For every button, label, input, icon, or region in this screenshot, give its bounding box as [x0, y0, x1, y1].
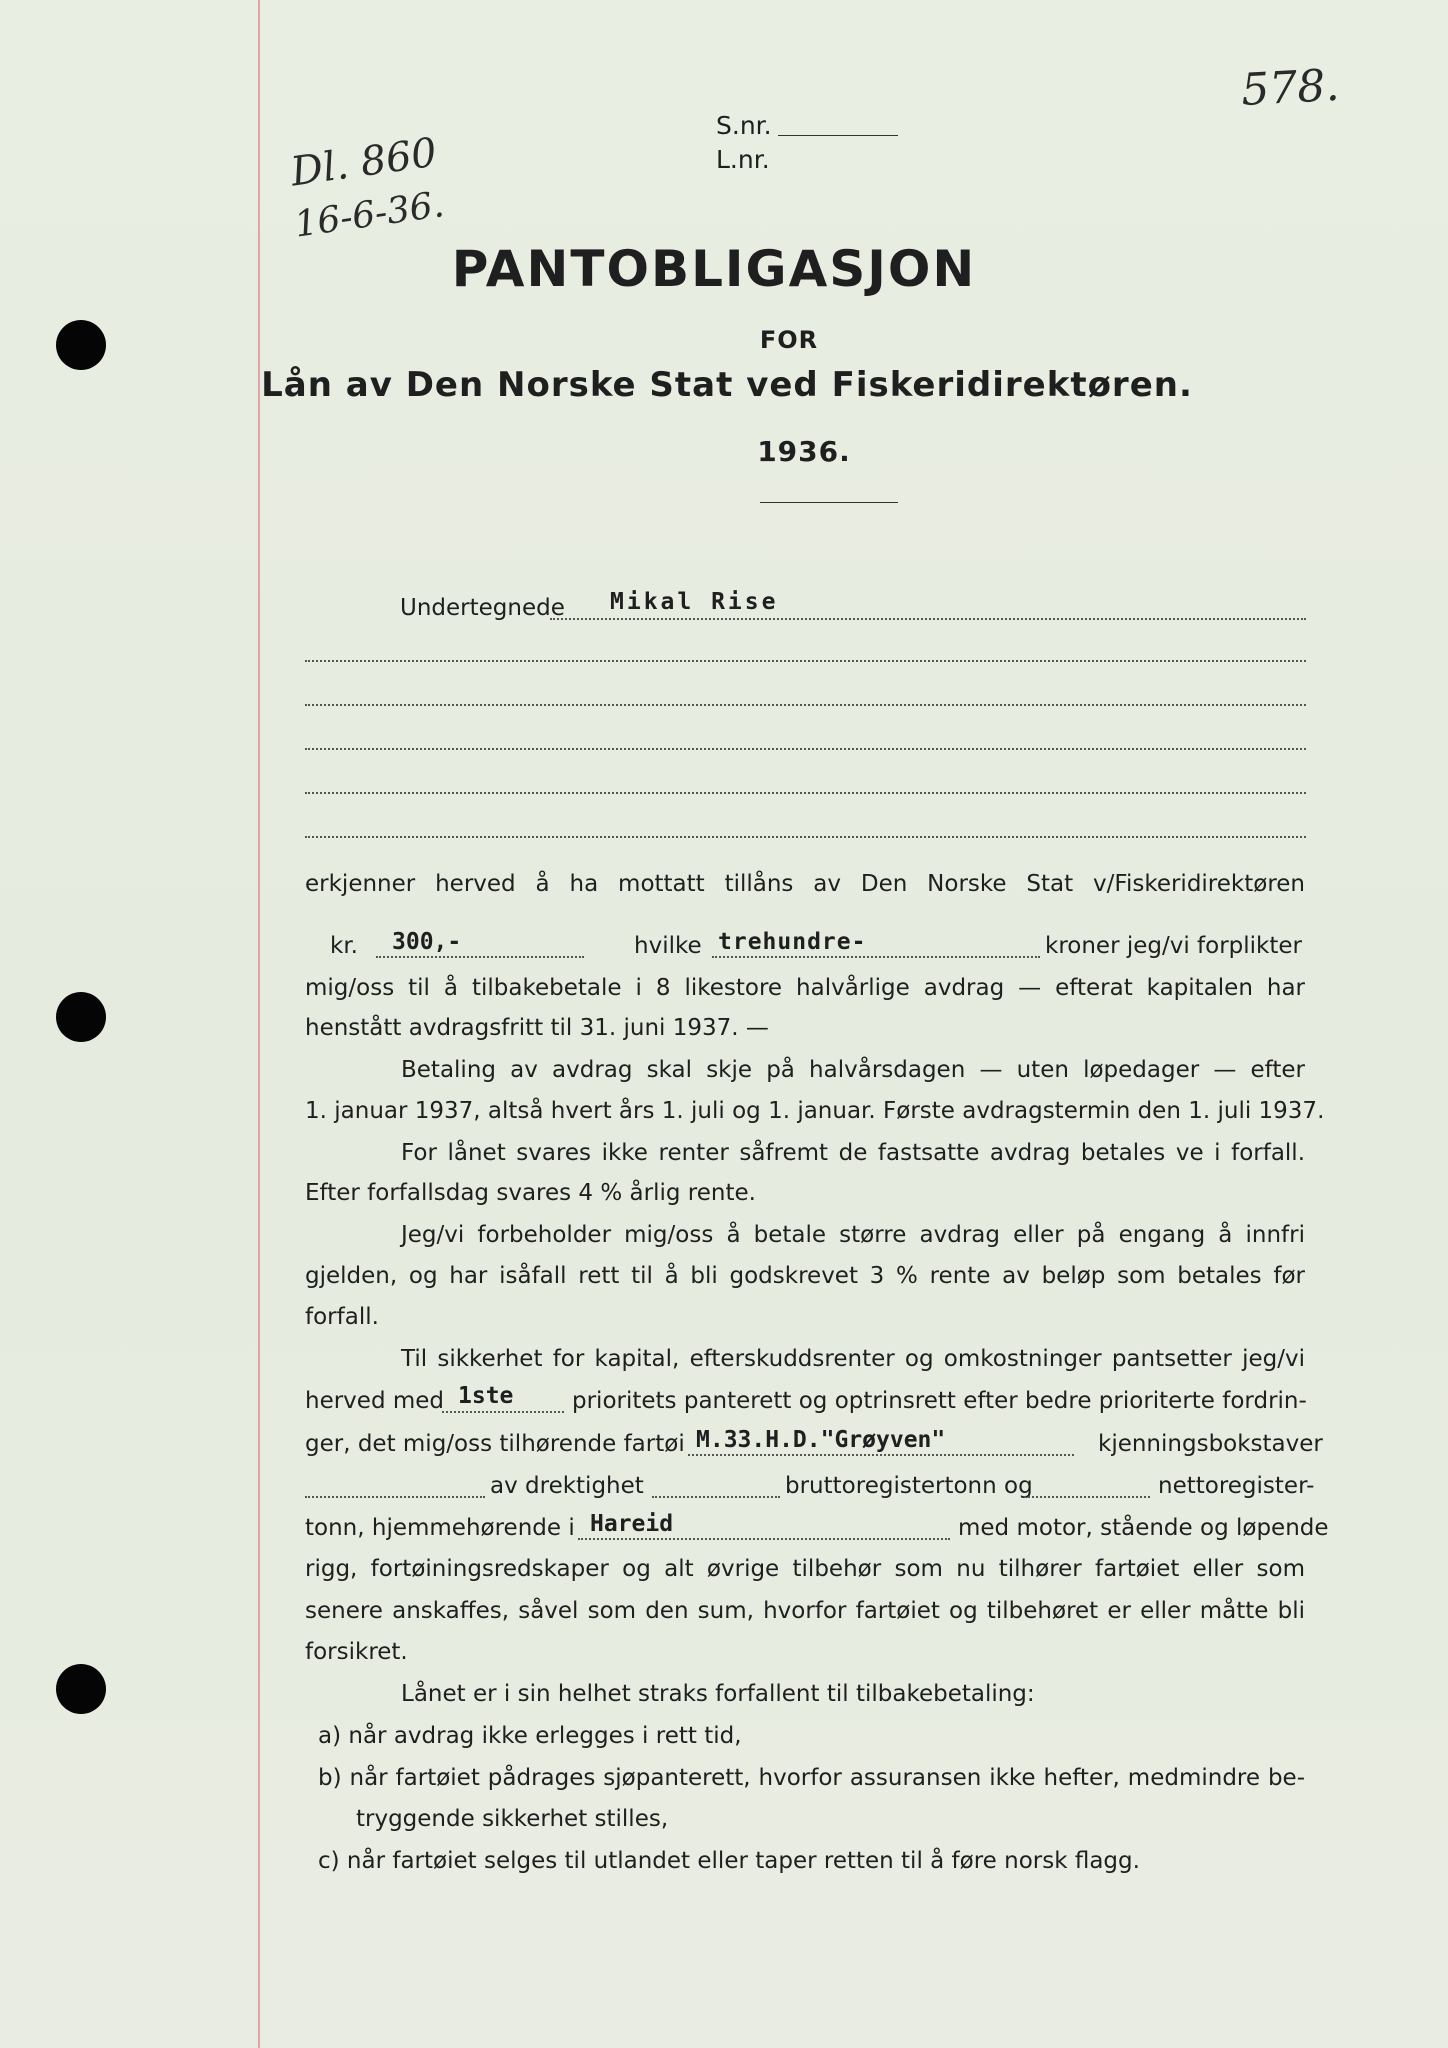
snr-line: [778, 135, 898, 136]
margin-rule: [258, 0, 260, 2048]
list-item-a: a) når avdrag ikke erlegges i rett tid,: [318, 1723, 742, 1749]
amount-words: trehundre-: [718, 929, 867, 955]
lnr-label: L.nr.: [716, 145, 770, 174]
amount-value: 300,-: [392, 929, 462, 955]
body-line: forsikret.: [305, 1639, 408, 1665]
kr-label: kr.: [330, 933, 358, 959]
signer-name: Mikal Rise: [610, 589, 779, 615]
brutto-label: bruttoregistertonn og: [785, 1473, 1033, 1499]
vessel-line: [688, 1454, 1074, 1456]
herved-label: herved med: [305, 1388, 445, 1414]
punch-hole: [56, 992, 106, 1042]
priority-value: 1ste: [458, 1383, 514, 1409]
blank-line: [305, 836, 1306, 838]
hvilke-label: hvilke: [634, 933, 702, 959]
blank-line: [305, 704, 1306, 706]
list-item-b: b) når fartøiet pådrages sjøpanterett, hvorfor assuransen ikke hefter, medmindre be-: [318, 1765, 1305, 1791]
body-line: prioritets panterett og optrinsrett efter bedre prioriterte fordrin-: [572, 1388, 1307, 1414]
amount-words-line: [712, 956, 1040, 958]
body-line: 1. januar 1937, altså hvert års 1. juli og 1. januar. Første avdragstermin den 1. juli 1937.: [305, 1098, 1325, 1124]
body-erkjenner: erkjenner herved å ha mottatt tillåns av Den Norske Stat v/Fiskeridirektøren: [305, 871, 1305, 897]
home-port: Hareid: [590, 1511, 674, 1537]
title-for: FOR: [759, 326, 819, 354]
document-year: 1936.: [757, 435, 851, 468]
blank-line: [1024, 1496, 1150, 1498]
body-line: Efter forfallsdag svares 4 % årlig rente.: [305, 1180, 756, 1206]
body-line: ger, det mig/oss tilhørende fartøi: [305, 1431, 685, 1457]
body-line: henstått avdragsfritt til 31. juni 1937. —: [305, 1015, 769, 1041]
body-line: Betaling av avdrag skal skje på halvårsdagen — uten løpedager — efter: [401, 1057, 1305, 1083]
body-line: gjelden, og har isåfall rett til å bli godskrevet 3 % rente av beløp som betales før: [305, 1263, 1305, 1289]
amount-line: [376, 956, 584, 958]
body-line: rigg, fortøiningsredskaper og alt øvrige tilbehør som nu tilhører fartøiet eller som: [305, 1556, 1305, 1582]
priority-line: [442, 1411, 564, 1413]
blank-line: [652, 1496, 780, 1498]
blank-line: [305, 1496, 485, 1498]
snr-label: S.nr.: [716, 111, 772, 140]
body-line: Til sikkerhet for kapital, efterskuddsrenter og omkostninger pantsetter jeg/vi: [401, 1346, 1305, 1372]
body-line: forfall.: [305, 1304, 379, 1330]
body-line: Jeg/vi forbeholder mig/oss å betale større avdrag eller på engang å innfri: [401, 1222, 1305, 1248]
page-number: 578.: [1240, 59, 1341, 116]
undertegnede-line: [550, 618, 1306, 620]
punch-hole: [56, 1664, 106, 1714]
handwritten-note-line2: 16-6-36.: [292, 184, 447, 246]
title-rule: [760, 502, 898, 503]
body-line: mig/oss til å tilbakebetale i 8 likestore halvårlige avdrag — efterat kapitalen har: [305, 975, 1305, 1001]
list-item-c: c) når fartøiet selges til utlandet eller taper retten til å føre norsk flagg.: [318, 1848, 1140, 1874]
drektighet-label: av drektighet: [490, 1473, 644, 1499]
blank-line: [305, 748, 1306, 750]
netto-label: nettoregister-: [1158, 1473, 1315, 1499]
body-line: senere anskaffes, såvel som den sum, hvorfor fartøiet og tilbehøret er eller måtte bli: [305, 1598, 1305, 1624]
kroner-text: kroner jeg/vi forplikter: [1045, 933, 1302, 959]
body-line: For lånet svares ikke renter såfremt de fastsatte avdrag betales ve i forfall.: [401, 1140, 1305, 1166]
undertegnede-label: Undertegnede: [400, 595, 565, 621]
kjenning-label: kjenningsbokstaver: [1098, 1431, 1323, 1457]
blank-line: [305, 660, 1306, 662]
tonn-label: tonn, hjemmehørende i: [305, 1515, 575, 1541]
blank-line: [305, 792, 1306, 794]
document-subtitle: Lån av Den Norske Stat ved Fiskeridirektøren.: [261, 365, 1193, 405]
body-line: Lånet er i sin helhet straks forfallent til tilbakebetaling:: [401, 1681, 1035, 1707]
motor-text: med motor, stående og løpende: [958, 1515, 1329, 1541]
home-line: [578, 1538, 950, 1540]
list-item-b-cont: tryggende sikkerhet stilles,: [356, 1806, 669, 1832]
handwritten-note-line1: Dl. 860: [288, 129, 440, 196]
document-title: PANTOBLIGASJON: [451, 240, 977, 298]
vessel-name: M.33.H.D."Grøyven": [696, 1427, 946, 1453]
